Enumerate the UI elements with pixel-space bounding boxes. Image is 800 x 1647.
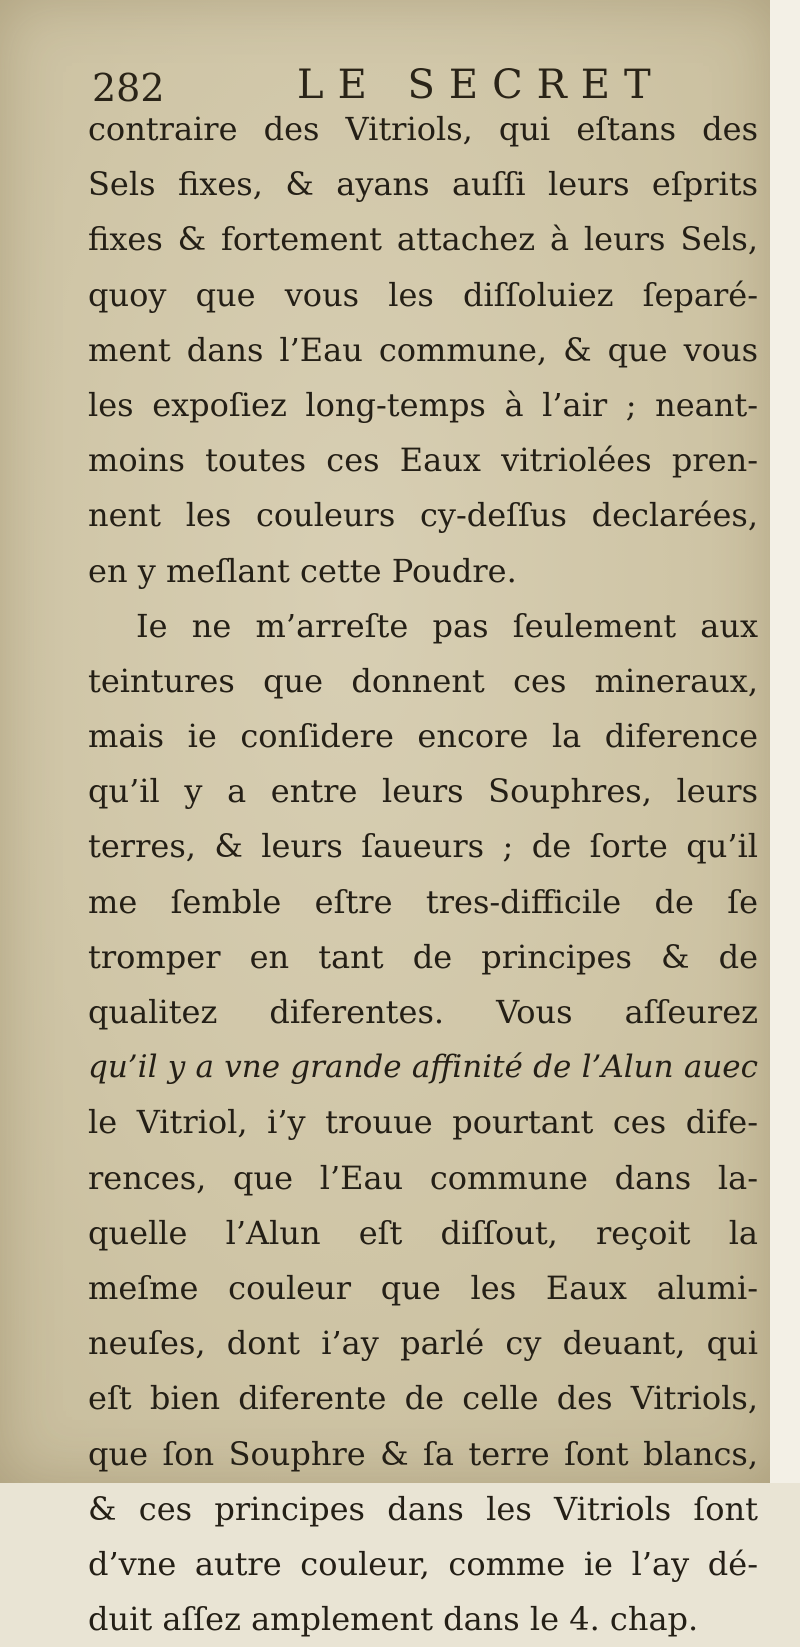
text-line: Ie ne m’arreſte pas ſeulement aux	[136, 606, 758, 645]
text-line: le Vitriol, i’y trouue pourtant ces dife-	[88, 1103, 758, 1142]
text-line: duit aſſez amplement dans le 4. chap.	[88, 1600, 699, 1639]
text-line: teintures que donnent ces mineraux,	[88, 661, 758, 700]
text-line: moins toutes ces Eaux vitriolées pren-	[88, 441, 758, 480]
text-line: en y meſlant cette Poudre.	[88, 551, 517, 590]
text-line: terres, & leurs ſaueurs ; de ſorte qu’il	[88, 827, 758, 866]
text-line: les expoſiez long-temps à l’air ; neant-	[88, 385, 758, 424]
text-line: me ſemble eſtre tres-difficile de ſe	[88, 882, 758, 921]
text-line: qu’il y a vne grande affinité de l’Alun auec	[88, 1049, 758, 1086]
text-line: quoy que vous les diſſoluiez ſeparé-	[88, 275, 758, 314]
page-margin	[770, 0, 800, 1483]
text-line: ment dans l’Eau commune, & que vous	[88, 330, 758, 369]
text-line: neuſes, dont i’ay parlé cy deuant, qui	[88, 1324, 758, 1363]
body-text	[88, 102, 758, 1647]
text-line: meſme couleur que les Eaux alumi-	[88, 1268, 758, 1307]
text-line: contraire des Vitriols, qui eſtans des	[88, 110, 758, 148]
text-line: fixes & fortement attachez à leurs Sels,	[88, 220, 758, 259]
text-line: mais ie conſidere encore la diference	[88, 717, 758, 756]
text-line: qu’il y a entre leurs Souphres, leurs	[88, 772, 758, 811]
text-line: rences, que l’Eau commune dans la-	[88, 1158, 758, 1197]
text-line: qualitez diferentes. Vous aſſeurez	[88, 993, 758, 1031]
text-line: eſt bien diferente de celle des Vitriols,	[88, 1379, 758, 1418]
text-line: & ces principes dans les Vitriols ſont	[88, 1489, 758, 1528]
text-line: Sels fixes, & ayans auſſi leurs eſprits	[88, 165, 758, 204]
text-line: que ſon Souphre & ſa terre ſont blancs,	[88, 1434, 758, 1473]
text-line: d’vne autre couleur, comme ie l’ay dé-	[88, 1544, 758, 1583]
text-line: nent les couleurs cy-deſſus declarées,	[88, 496, 758, 535]
text-line: quelle l’Alun eſt diſſout, reçoit la	[88, 1213, 758, 1252]
page-number: 282	[92, 66, 165, 110]
running-title: LE SECRET	[297, 62, 665, 108]
text-line: tromper en tant de principes & de	[88, 937, 758, 976]
